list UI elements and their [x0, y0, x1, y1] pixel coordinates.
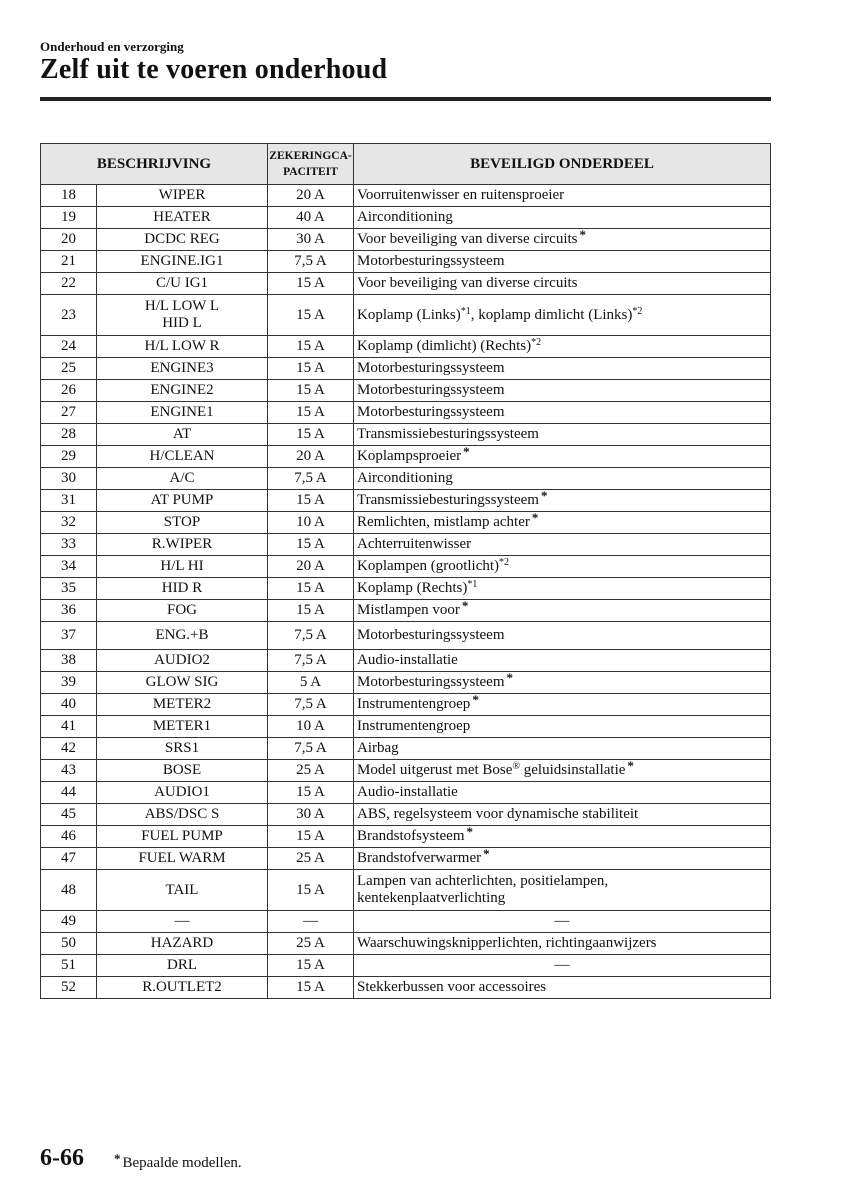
fuse-number: 27: [41, 402, 97, 424]
fuse-number: 37: [41, 622, 97, 650]
protected-component: [354, 650, 771, 672]
protected-component-text: Instrumentengroep: [357, 718, 471, 734]
table-row: [41, 760, 771, 782]
protected-component-text: Achterruitenwisser: [357, 536, 472, 552]
model-specific-mark: *: [461, 598, 469, 613]
protected-component: [354, 578, 771, 600]
table-row: [41, 468, 771, 490]
fuse-number: 48: [41, 870, 97, 911]
table-row: [41, 977, 771, 999]
fuse-number: 52: [41, 977, 97, 999]
section-heading: Onderhoud en verzorging: [40, 39, 184, 54]
fuse-description-text: HAZARD: [150, 935, 214, 951]
model-specific-mark: *: [463, 444, 470, 459]
protected-component-text: Koplampen (grootlicht): [357, 558, 500, 574]
footnote-text: Bepaalde modellen.: [122, 1155, 242, 1171]
protected-component-text: Waarschuwingsknipperlichten, richtingaanwijzers: [357, 935, 657, 951]
table-row: [41, 738, 771, 760]
fuse-description: [97, 672, 268, 694]
protected-component: [354, 424, 771, 446]
protected-component: [354, 336, 771, 358]
footnote-ref: ®: [512, 761, 521, 772]
model-specific-mark: *: [506, 670, 513, 685]
fuse-capacity: 40 A: [268, 207, 354, 229]
fuse-description-text: ENGINE.IG1: [140, 253, 224, 269]
protected-component-text: Airconditioning: [357, 209, 453, 225]
fuse-number: 47: [41, 848, 97, 870]
protected-component: [354, 955, 771, 977]
table-row: [41, 804, 771, 826]
table-row: [41, 826, 771, 848]
fuse-number: 24: [41, 336, 97, 358]
fuse-description-text: AT PUMP: [150, 492, 214, 508]
fuse-number: 34: [41, 556, 97, 578]
protected-component-text: Motorbesturingssysteem: [357, 360, 505, 376]
fuse-description-text: METER2: [152, 696, 212, 712]
table-row: [41, 490, 771, 512]
fuse-number: 41: [41, 716, 97, 738]
protected-component-text: Transmissiebesturingssysteem: [357, 426, 539, 442]
fuse-description-text: —: [174, 913, 190, 929]
footnote-ref: *1: [467, 579, 478, 590]
fuse-table: [40, 143, 771, 999]
fuse-description: [97, 622, 268, 650]
table-row: [41, 556, 771, 578]
fuse-description-text: WIPER: [158, 187, 206, 203]
protected-component-text: Motorbesturingssysteem: [357, 382, 505, 398]
fuse-capacity: 15 A: [268, 424, 354, 446]
fuse-description: [97, 578, 268, 600]
fuse-capacity: 15 A: [268, 578, 354, 600]
fuse-capacity: 15 A: [268, 977, 354, 999]
protected-component: [354, 207, 771, 229]
fuse-number: 30: [41, 468, 97, 490]
fuse-number: 43: [41, 760, 97, 782]
fuse-number: 23: [41, 295, 97, 336]
fuse-capacity: 5 A: [268, 672, 354, 694]
fuse-description: [97, 468, 268, 490]
fuse-description: [97, 512, 268, 534]
protected-component-text: Koplamp (Rechts): [357, 580, 468, 596]
table-row: [41, 358, 771, 380]
protected-component-text: Motorbesturingssysteem: [357, 253, 505, 269]
fuse-number: 45: [41, 804, 97, 826]
protected-component-text: —: [554, 913, 570, 929]
protected-component: [354, 468, 771, 490]
fuse-description-text: H/CLEAN: [149, 448, 215, 464]
protected-component: [354, 738, 771, 760]
protected-component-text: Remlichten, mistlamp achter: [357, 514, 530, 530]
table-row: [41, 716, 771, 738]
protected-component: [354, 716, 771, 738]
header-capacity: [268, 144, 354, 185]
fuse-description-text: DRL: [167, 957, 197, 973]
fuse-capacity: 15 A: [268, 870, 354, 911]
fuse-number: 32: [41, 512, 97, 534]
protected-component: [354, 600, 771, 622]
protected-component-text: —: [554, 957, 570, 973]
fuse-description-text: C/U IG1: [155, 275, 209, 291]
fuse-capacity: 30 A: [268, 229, 354, 251]
fuse-capacity: 15 A: [268, 358, 354, 380]
fuse-description: [97, 600, 268, 622]
fuse-capacity: 7,5 A: [268, 650, 354, 672]
fuse-description: [97, 207, 268, 229]
protected-component: [354, 251, 771, 273]
protected-component-text: Voor beveiliging van diverse circuits: [357, 275, 578, 291]
fuse-number: 51: [41, 955, 97, 977]
footnote: [114, 1151, 242, 1172]
fuse-number: 31: [41, 490, 97, 512]
protected-component: [354, 782, 771, 804]
protected-component: [354, 295, 771, 336]
fuse-number: 38: [41, 650, 97, 672]
table-row: [41, 622, 771, 650]
fuse-description-text: AUDIO1: [154, 784, 210, 800]
fuse-capacity: 10 A: [268, 716, 354, 738]
table-row: [41, 295, 771, 336]
protected-component: [354, 804, 771, 826]
model-specific-mark: *: [627, 758, 634, 773]
fuse-description-text: HID R: [161, 580, 203, 596]
fuse-description-text: BOSE: [162, 762, 202, 778]
fuse-description: [97, 229, 268, 251]
model-specific-mark: *: [466, 824, 473, 839]
protected-component-text: Audio-installatie: [357, 652, 458, 668]
fuse-description-text: ENGINE1: [150, 404, 214, 420]
fuse-description: [97, 650, 268, 672]
model-specific-mark: *: [483, 846, 490, 861]
fuse-description-text: ENGINE3: [150, 360, 214, 376]
fuse-number: 49: [41, 911, 97, 933]
protected-component-text-cont: , koplamp dimlicht (Links): [470, 306, 633, 323]
fuse-description: [97, 870, 268, 911]
fuse-description: [97, 848, 268, 870]
table-row: [41, 694, 771, 716]
protected-component-text: ABS, regelsysteem voor dynamische stabiliteit: [357, 806, 639, 822]
fuse-description-text: ENG.+B: [155, 627, 209, 643]
protected-component-text: Motorbesturingssysteem: [357, 404, 505, 420]
protected-component: [354, 185, 771, 207]
fuse-description-text: H/L HI: [160, 558, 204, 574]
page-title: Zelf uit te voeren onderhoud: [40, 54, 388, 85]
fuse-capacity: 25 A: [268, 848, 354, 870]
header-capacity-line2: PACITEIT: [283, 166, 338, 178]
protected-component-text-line2: kentekenplaatverlichting: [357, 890, 506, 906]
table-row: [41, 273, 771, 295]
fuse-capacity: 7,5 A: [268, 738, 354, 760]
fuse-capacity: 15 A: [268, 600, 354, 622]
protected-component-text: Brandstofsysteem: [357, 828, 465, 844]
fuse-description-text: R.WIPER: [151, 536, 213, 552]
fuse-description-text: R.OUTLET2: [142, 979, 222, 995]
fuse-description-text: A/C: [169, 470, 195, 486]
fuse-capacity: 15 A: [268, 955, 354, 977]
model-specific-mark: *: [579, 227, 587, 242]
fuse-description: [97, 782, 268, 804]
fuse-capacity: 15 A: [268, 402, 354, 424]
protected-component-text: Transmissiebesturingssysteem: [357, 492, 539, 508]
fuse-description: [97, 911, 268, 933]
fuse-description: [97, 251, 268, 273]
table-row: [41, 207, 771, 229]
protected-component-text: Motorbesturingssysteem: [357, 674, 505, 690]
fuse-number: 22: [41, 273, 97, 295]
protected-component: [354, 229, 771, 251]
fuse-number: 50: [41, 933, 97, 955]
fuse-capacity: 10 A: [268, 512, 354, 534]
fuse-table-header: [41, 144, 771, 185]
fuse-description-text: AT: [172, 426, 192, 442]
fuse-capacity: 20 A: [268, 185, 354, 207]
protected-component: [354, 870, 771, 911]
fuse-description-text: ABS/DSC S: [144, 806, 220, 822]
fuse-description-text: GLOW SIG: [145, 674, 219, 690]
fuse-table-body: [41, 185, 771, 999]
fuse-description: [97, 804, 268, 826]
table-row: [41, 446, 771, 468]
fuse-description: [97, 490, 268, 512]
protected-component-text: Mistlampen voor: [357, 602, 460, 618]
fuse-number: 39: [41, 672, 97, 694]
protected-component: [354, 556, 771, 578]
fuse-number: 21: [41, 251, 97, 273]
table-row: [41, 955, 771, 977]
fuse-number: 20: [41, 229, 97, 251]
fuse-capacity: 15 A: [268, 336, 354, 358]
fuse-capacity: 7,5 A: [268, 468, 354, 490]
protected-component: [354, 826, 771, 848]
fuse-description: [97, 716, 268, 738]
model-specific-mark: *: [531, 510, 539, 525]
protected-component-text: Koplamp (dimlicht) (Rechts): [357, 338, 532, 354]
protected-component-text: Brandstofverwarmer: [357, 850, 482, 866]
fuse-capacity: 15 A: [268, 273, 354, 295]
table-row: [41, 336, 771, 358]
fuse-capacity: 20 A: [268, 556, 354, 578]
protected-component-text: Model uitgerust met Bose: [357, 762, 513, 778]
fuse-capacity: 15 A: [268, 295, 354, 336]
table-row: [41, 933, 771, 955]
fuse-description: [97, 556, 268, 578]
protected-component-text: Airbag: [357, 740, 399, 756]
fuse-capacity: 15 A: [268, 534, 354, 556]
protected-component: [354, 911, 771, 933]
protected-component-text: Airconditioning: [357, 470, 453, 486]
fuse-capacity: 20 A: [268, 446, 354, 468]
protected-component: [354, 358, 771, 380]
fuse-description: [97, 694, 268, 716]
fuse-description-text: ENGINE2: [150, 382, 214, 398]
protected-component-text: Lampen van achterlichten, positielampen,: [357, 873, 609, 889]
fuse-number: 18: [41, 185, 97, 207]
protected-component: [354, 672, 771, 694]
table-row: [41, 229, 771, 251]
fuse-number: 19: [41, 207, 97, 229]
table-row: [41, 380, 771, 402]
fuse-description: [97, 185, 268, 207]
header-description: BESCHRIJVING: [41, 144, 268, 185]
protected-component: [354, 273, 771, 295]
footnote-ref: *2: [531, 337, 542, 348]
model-specific-mark: *: [540, 488, 548, 503]
table-row: [41, 848, 771, 870]
fuse-description: [97, 380, 268, 402]
fuse-capacity: 15 A: [268, 782, 354, 804]
protected-component: [354, 848, 771, 870]
fuse-description: [97, 534, 268, 556]
protected-component: [354, 380, 771, 402]
fuse-description-text: HEATER: [153, 209, 211, 225]
fuse-description-text: FOG: [166, 602, 197, 618]
fuse-description-text: AUDIO2: [154, 652, 210, 668]
footnote-mark: *: [114, 1151, 121, 1166]
fuse-description-text: TAIL: [165, 881, 199, 898]
fuse-description-text: METER1: [152, 718, 212, 734]
table-row: [41, 782, 771, 804]
table-row: [41, 650, 771, 672]
title-divider: [40, 97, 771, 101]
protected-component: [354, 977, 771, 999]
fuse-capacity: 7,5 A: [268, 622, 354, 650]
fuse-description: [97, 760, 268, 782]
protected-component: [354, 446, 771, 468]
fuse-capacity: 30 A: [268, 804, 354, 826]
fuse-description-text: H/L LOW R: [144, 338, 220, 354]
fuse-description-text: DCDC REG: [144, 231, 220, 247]
fuse-number: 26: [41, 380, 97, 402]
fuse-description: [97, 424, 268, 446]
fuse-description: [97, 336, 268, 358]
header-protected-component: BEVEILIGD ONDERDEEL: [354, 144, 771, 185]
fuse-number: 28: [41, 424, 97, 446]
footnote-ref: *2: [632, 305, 643, 317]
table-row: [41, 512, 771, 534]
fuse-description-text: H/L LOW L: [144, 298, 220, 314]
fuse-number: 44: [41, 782, 97, 804]
fuse-capacity: —: [268, 911, 354, 933]
protected-component-text: Audio-installatie: [357, 784, 458, 800]
fuse-number: 33: [41, 534, 97, 556]
protected-component: [354, 490, 771, 512]
protected-component-text-cont: geluidsinstallatie: [520, 762, 626, 778]
footnote-ref: *1: [460, 305, 471, 317]
fuse-capacity: 25 A: [268, 933, 354, 955]
fuse-capacity: 15 A: [268, 490, 354, 512]
fuse-number: 36: [41, 600, 97, 622]
protected-component-text: Koplamp (Links): [357, 306, 461, 323]
page-number: 6-66: [40, 1145, 84, 1171]
protected-component: [354, 534, 771, 556]
fuse-description: [97, 295, 268, 336]
protected-component-text: Koplampsproeier: [357, 448, 462, 464]
fuse-description: [97, 446, 268, 468]
fuse-number: 40: [41, 694, 97, 716]
table-row: [41, 578, 771, 600]
fuse-description-text: FUEL PUMP: [141, 828, 223, 844]
fuse-description: [97, 933, 268, 955]
fuse-description: [97, 273, 268, 295]
fuse-number: 42: [41, 738, 97, 760]
fuse-description: [97, 955, 268, 977]
fuse-number: 29: [41, 446, 97, 468]
footnote-ref: *2: [499, 557, 510, 568]
fuse-capacity: 15 A: [268, 380, 354, 402]
table-row: [41, 672, 771, 694]
protected-component-text: Stekkerbussen voor accessoires: [357, 979, 547, 995]
table-row: [41, 911, 771, 933]
model-specific-mark: *: [472, 692, 479, 707]
protected-component-text: Motorbesturingssysteem: [357, 627, 505, 643]
header-capacity-line1: ZEKERINGCA-: [269, 150, 352, 162]
protected-component: [354, 402, 771, 424]
table-row: [41, 251, 771, 273]
protected-component: [354, 933, 771, 955]
protected-component: [354, 760, 771, 782]
table-row: [41, 424, 771, 446]
table-row: [41, 185, 771, 207]
protected-component-text: Instrumentengroep: [357, 696, 471, 712]
protected-component-text: Voorruitenwisser en ruitensproeier: [357, 187, 565, 203]
protected-component: [354, 622, 771, 650]
fuse-description: [97, 977, 268, 999]
fuse-description: [97, 738, 268, 760]
fuse-description-text-line2: HID L: [162, 315, 202, 331]
fuse-description-text: SRS1: [164, 740, 200, 756]
fuse-description-text: FUEL WARM: [138, 850, 226, 866]
fuse-capacity: 15 A: [268, 826, 354, 848]
fuse-capacity: 7,5 A: [268, 694, 354, 716]
protected-component: [354, 694, 771, 716]
protected-component-text: Voor beveiliging van diverse circuits: [357, 231, 578, 247]
fuse-number: 25: [41, 358, 97, 380]
fuse-number: 46: [41, 826, 97, 848]
fuse-description: [97, 826, 268, 848]
fuse-description: [97, 358, 268, 380]
table-row: [41, 534, 771, 556]
table-row: [41, 402, 771, 424]
fuse-capacity: 25 A: [268, 760, 354, 782]
fuse-description-text: STOP: [163, 514, 201, 530]
fuse-capacity: 7,5 A: [268, 251, 354, 273]
table-row: [41, 600, 771, 622]
protected-component: [354, 512, 771, 534]
table-row: [41, 870, 771, 911]
fuse-description: [97, 402, 268, 424]
fuse-number: 35: [41, 578, 97, 600]
